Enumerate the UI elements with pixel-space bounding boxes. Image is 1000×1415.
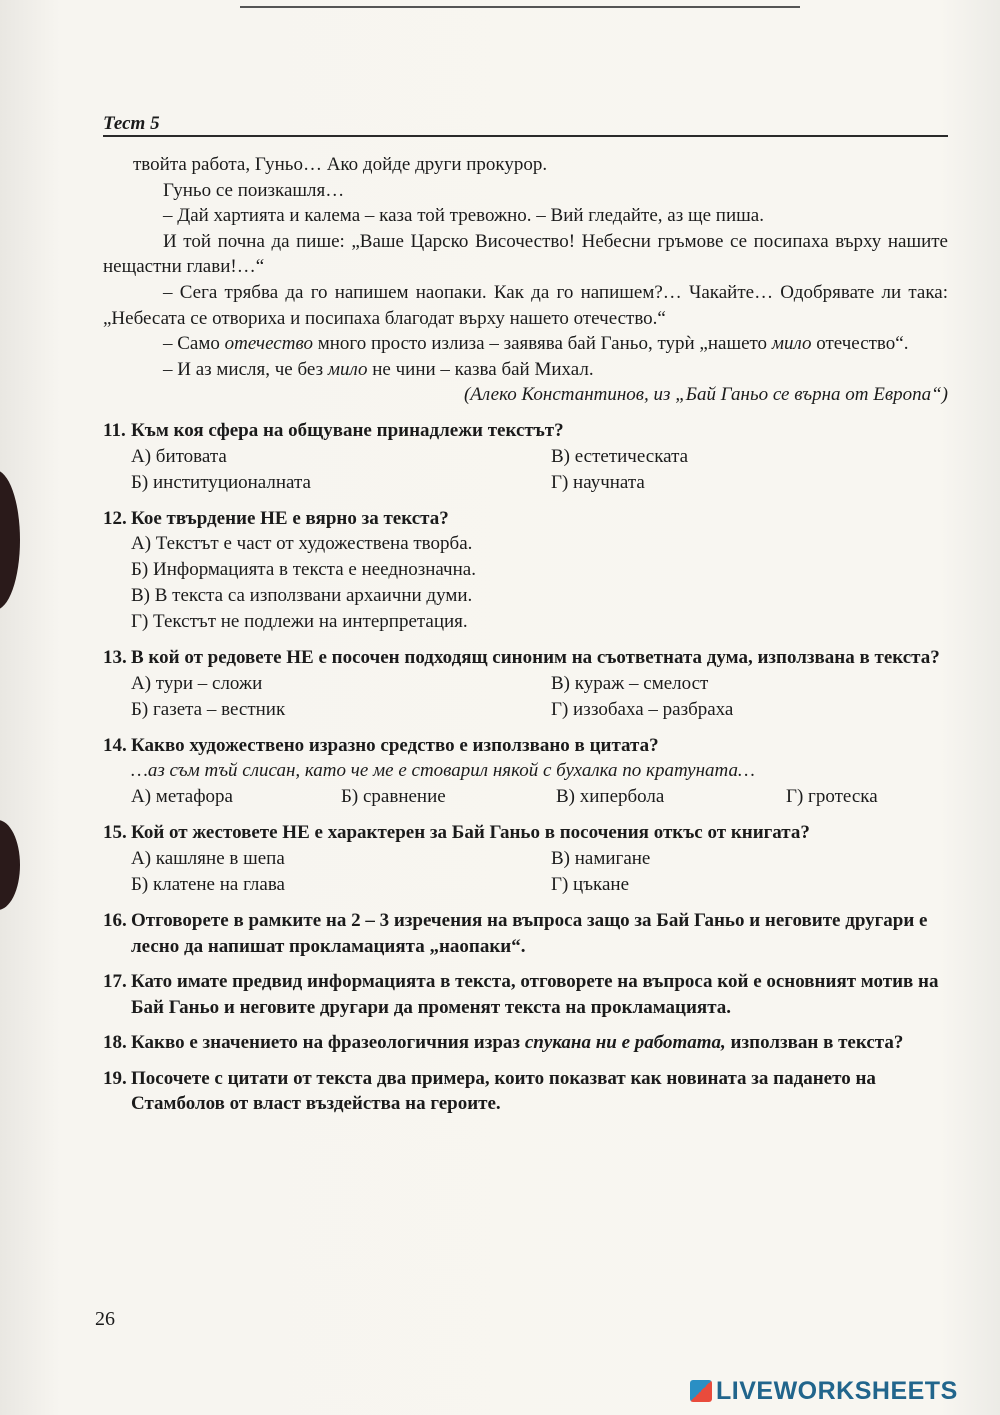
question-text: 14. Какво художествено изразно средство е използвано в цитата? [103,734,659,756]
page-number: 26 [95,1308,115,1330]
option-g[interactable]: Г) цъкане [551,873,630,895]
option-a[interactable]: А) метафора [131,786,233,808]
passage-source: (Алеко Константинов, из „Бай Ганьо се върна от Европа“) [463,384,948,406]
option-g[interactable]: Г) гротеска [786,786,878,808]
answer-options [103,671,948,723]
option-b[interactable]: Б) газета – вестник [131,698,286,720]
option-a[interactable]: А) тури – сложи [131,672,263,694]
option-v[interactable]: В) естетическата [551,445,689,467]
question-19: 19. Посочете с цитати от текста два примера, които показват как новината за падането на Стамболов от власт въздейства на героите. [103,1067,876,1115]
option-a[interactable]: А) Текстът е част от художествена творба. [131,533,473,555]
option-a[interactable]: А) кашляне в шепа [131,847,285,869]
page-top-edge [240,6,800,8]
option-v[interactable]: В) В текста са използвани архаични думи. [131,585,473,607]
test-title: Тест 5 [103,113,160,134]
passage-line: Гуньо се поизкашля… [163,179,345,201]
passage-line: – Само отечество много просто излиза – заявява бай Ганьо, турѝ „нашето мило отечество“. [163,333,909,355]
question-text: 12. Кое твърдение НЕ е вярно за текста? [103,507,449,529]
question-15 [103,820,948,898]
option-a[interactable]: А) битовата [131,445,227,467]
passage-line: – Сега трябва да го напишем наопаки. Как да го напишем?… Чакайте… Одобрявате ли така: „Небесата се отвориха и посипаха благодат върху нашето отечество.“ [103,281,948,329]
option-v[interactable]: В) хипербола [556,786,665,808]
question-14 [103,733,948,811]
question-quote: …аз съм тъй слисан, като че ме е стоварил някой с бухалка по кратуната… [131,760,755,782]
test-header [103,113,948,137]
question-16: 16. Отговорете в рамките на 2 – 3 изречения на въпроса защо за Бай Ганьо и неговите другари е лесно да напишат прокламацията „наопаки“. [103,909,928,957]
passage-line: – Дай хартията и калема – каза той тревожно. – Вий гледайте, аз ще пиша. [163,205,764,227]
thumb-shadow-top [0,470,20,610]
question-13 [103,645,948,723]
option-b[interactable]: Б) Информацията в текста е нееднозначна. [131,559,476,581]
question-text: 13. В кой от редовете НЕ е посочен подходящ синоним на съответната дума, използвана в текста? [103,647,940,669]
option-g[interactable]: Г) иззобаха – разбраха [551,698,734,720]
liveworksheets-logo-icon [690,1380,712,1402]
option-b[interactable]: Б) институционалната [131,471,311,493]
option-g[interactable]: Г) научната [551,471,645,493]
liveworksheets-watermark: LIVEWORKSHEETS [690,1377,990,1405]
question-11 [103,418,948,496]
question-text: 15. Кой от жестовете НЕ е характерен за Бай Ганьо в посочения откъс от книгата? [103,822,810,844]
passage-line: – И аз мисля, че без мило не чини – казва бай Михал. [163,358,594,380]
question-text: 11. Към коя сфера на общуване принадлежи текстът? [103,419,564,441]
option-b[interactable]: Б) клатене на глава [131,873,285,895]
option-v[interactable]: В) кураж – смелост [551,672,709,694]
question-12 [103,506,948,636]
thumb-shadow-bottom [0,820,20,910]
option-b[interactable]: Б) сравнение [341,786,446,808]
answer-options [103,784,948,810]
passage-line: И той почна да пише: „Ваше Царско Височество! Небесни гръмове се посипаха върху нашите нещастни глави!…“ [103,230,948,278]
answer-options [103,846,948,898]
option-v[interactable]: В) намигане [551,847,651,869]
question-18: 18. Какво е значението на фразеологичния израз спукана ни е работата, използван в текста? [103,1032,904,1054]
option-g[interactable]: Г) Текстът не подлежи на интерпретация. [131,611,468,633]
passage-line: твойта работа, Гуньо… Ако дойде други прокурор. [133,154,548,175]
content [103,152,948,1117]
answer-options [103,444,948,496]
passage [103,152,948,408]
question-17: 17. Като имате предвид информацията в текста, отговорете на въпроса кой е основният мотив на Бай Ганьо и неговите другари да променят текста на прокламацията. [103,971,939,1018]
